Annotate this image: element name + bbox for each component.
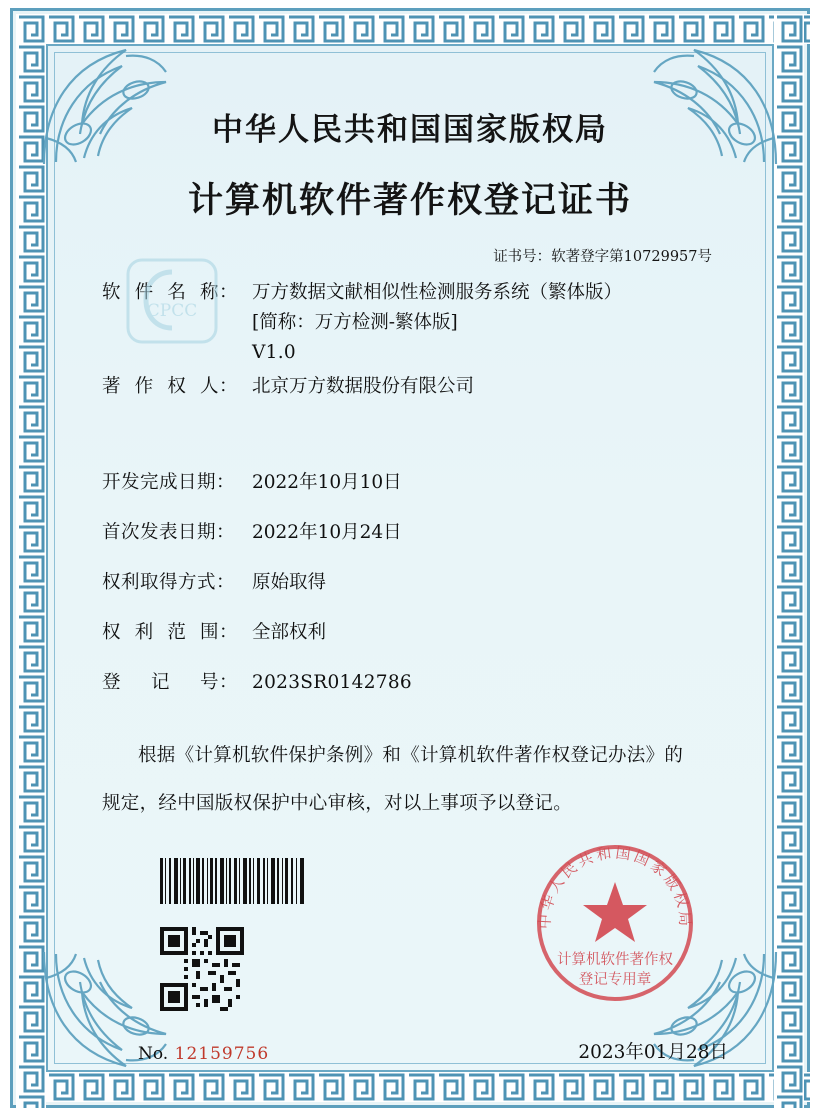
certificate-number-value: 软著登字第10729957号 [551, 249, 712, 265]
field-development-date-value: 2022年10月10日 [252, 472, 402, 493]
field-first-publish-date-value: 2022年10月24日 [252, 522, 402, 543]
field-first-publish-date [102, 518, 718, 548]
field-software-name-value [252, 278, 622, 368]
field-spacer [102, 422, 718, 468]
field-copyright-owner [102, 372, 718, 402]
svg-text:计算机软件著作权: 计算机软件著作权 [557, 952, 673, 968]
field-software-name-label: 软 件 名 称： [102, 282, 238, 303]
code-block [130, 858, 370, 1016]
certificate-number [102, 245, 718, 266]
field-list [102, 278, 718, 698]
field-rights-scope [102, 618, 718, 648]
field-acquisition-method-value: 原始取得 [252, 572, 327, 593]
field-rights-scope-label: 权 利 范 围： [102, 622, 238, 643]
border-pattern-right [774, 14, 804, 1108]
barcode [158, 858, 308, 904]
issue-date: 2023年01月28日 [578, 1042, 728, 1063]
certificate-page [10, 8, 810, 1108]
field-acquisition-method [102, 568, 718, 598]
field-software-name [102, 278, 718, 368]
border-pattern-top [16, 14, 810, 44]
serial-number-value: 12159756 [174, 1044, 270, 1064]
issuing-authority-title: 中华人民共和国国家版权局 [212, 112, 608, 148]
svg-text:CPCC: CPCC [146, 301, 198, 321]
field-copyright-owner-label: 著 作 权 人： [102, 376, 238, 397]
field-development-date [102, 468, 718, 498]
serial-number [138, 1044, 269, 1064]
certificate-number-label: 证书号： [493, 249, 552, 265]
field-registration-number [102, 668, 718, 698]
border-pattern-bottom [16, 1072, 810, 1102]
svg-text:中华人民共和国国家版权局: 中华人民共和国国家版权局 [535, 843, 695, 930]
border-pattern-left [16, 14, 46, 1108]
field-first-publish-date-label: 首次发表日期： [102, 522, 236, 543]
legal-statement [102, 732, 718, 828]
svg-text:登记专用章: 登记专用章 [578, 972, 652, 988]
legal-statement-line-1: 根据《计算机软件保护条例》和《计算机软件著作权登记办法》的 [138, 745, 684, 766]
field-acquisition-method-label: 权利取得方式： [102, 572, 236, 593]
certificate-title: 计算机软件著作权登记证书 [187, 180, 632, 221]
field-registration-number-value: 2023SR0142786 [252, 672, 412, 693]
legal-statement-line-2: 规定，经中国版权保护中心审核，对以上事项予以登记。 [102, 793, 573, 814]
field-development-date-label: 开发完成日期： [102, 472, 236, 493]
software-name-line-2: [简称：万方检测-繁体版] [252, 312, 458, 333]
field-copyright-owner-value: 北京万方数据股份有限公司 [252, 376, 475, 397]
software-name-line-1: 万方数据文献相似性检测服务系统（繁体版） [252, 282, 623, 303]
serial-number-prefix: No. [138, 1044, 169, 1064]
qr-code [160, 927, 244, 1011]
field-rights-scope-value: 全部权利 [252, 622, 327, 643]
software-name-line-3: V1.0 [252, 342, 296, 363]
field-registration-number-label: 登 记 号： [102, 672, 238, 693]
